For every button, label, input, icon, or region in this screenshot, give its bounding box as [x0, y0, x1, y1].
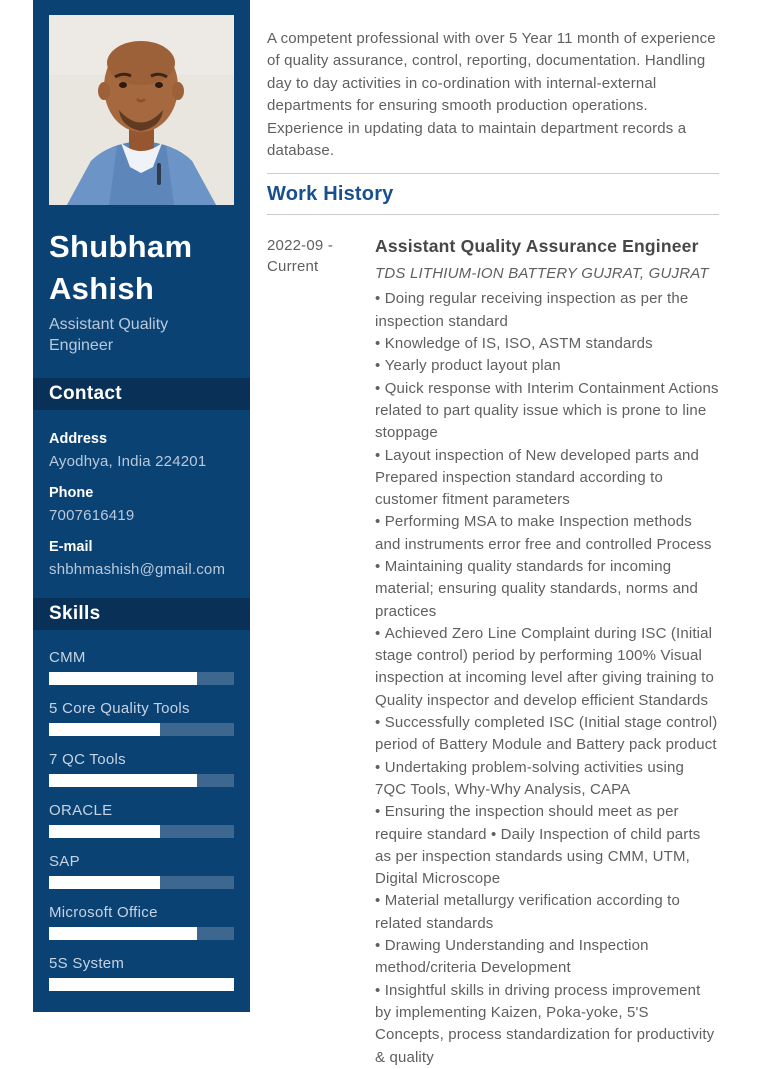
- job-bullet: • Insightful skills in driving process improvement by implementing Kaizen, Poka-yoke, 5'S Concepts, process standardization for productivity & quality: [375, 980, 719, 1069]
- skill-item-5-core-quality-tools: [49, 700, 234, 736]
- skill-bar-fill: [49, 876, 160, 889]
- job-title: Assistant Quality Assurance Engineer: [375, 236, 699, 257]
- skill-item-sap: [49, 853, 234, 889]
- company-name: TDS LITHIUM-ION BATTERY GUJRAT, GUJRAT: [375, 265, 709, 283]
- contact-label: Phone: [49, 485, 94, 501]
- skill-bar-track: [49, 825, 234, 838]
- sidebar: [33, 0, 250, 1012]
- divider: [267, 214, 719, 215]
- contact-label: E-mail: [49, 539, 93, 555]
- skill-bar-fill: [49, 723, 160, 736]
- job-bullet: • Knowledge of IS, ISO, ASTM standards: [375, 333, 719, 355]
- skill-bar-fill: [49, 978, 234, 991]
- skills-list: [49, 649, 234, 1006]
- skill-bar-track: [49, 774, 234, 787]
- skill-label: ORACLE: [49, 802, 113, 819]
- job-bullet: • Yearly product layout plan: [375, 355, 719, 377]
- skill-label: 7 QC Tools: [49, 751, 126, 768]
- skill-bar-track: [49, 978, 234, 991]
- contact-item-email: [49, 538, 234, 579]
- contact-list: [49, 430, 234, 592]
- job-bullet: • Material metallurgy verification according to related standards: [375, 890, 719, 935]
- skill-label: Microsoft Office: [49, 904, 158, 921]
- contact-section-heading: Contact: [33, 378, 250, 410]
- job-bullet: • Maintaining quality standards for incoming material; ensuring quality standards, norms and practices: [375, 556, 719, 623]
- contact-label: Address: [49, 431, 108, 447]
- job-bullet: • Performing MSA to make Inspection methods and instruments error free and controlled Process: [375, 511, 719, 556]
- job-bullet: • Doing regular receiving inspection as per the inspection standard: [375, 288, 719, 333]
- person-name: [49, 226, 192, 310]
- skill-item-cmm: [49, 649, 234, 685]
- contact-value-email: shbhmashish@gmail.com: [49, 561, 226, 578]
- skill-bar-fill: [49, 672, 197, 685]
- contact-item-address: [49, 430, 234, 471]
- skill-bar-fill: [49, 825, 160, 838]
- work-history-entry: [267, 235, 719, 1068]
- job-bullet: • Ensuring the inspection should meet as per require standard • Daily Inspection of child parts as per inspection standards using CMM, UTM, Digital Microscope: [375, 801, 719, 890]
- skill-item-microsoft-office: [49, 904, 234, 940]
- professional-summary: A competent professional with over 5 Year 11 month of experience of quality assurance, control, reporting, documentation. Handling day to day activities in co-ordination with internal-external departments for ensuring smooth production operations. Experience in updating data to maintain department records a database.: [267, 30, 716, 160]
- contact-item-phone: [49, 484, 234, 525]
- contact-value-address: Ayodhya, India 224201: [49, 453, 207, 470]
- work-history-heading: Work History: [267, 183, 394, 206]
- skill-bar-track: [49, 672, 234, 685]
- skill-bar-fill: [49, 774, 197, 787]
- person-role: Assistant Quality Engineer: [49, 316, 169, 354]
- entry-date-end: Current: [267, 258, 319, 276]
- skill-label: 5S System: [49, 955, 125, 972]
- main-content: [267, 28, 719, 1069]
- job-bullet: • Achieved Zero Line Complaint during ISC (Initial stage control) period by performing 100% Visual inspection at incoming level after giving training to Quality inspector and develop efficient Standards: [375, 623, 719, 712]
- skill-label: CMM: [49, 649, 86, 666]
- entry-date-start: 2022-09 -: [267, 237, 334, 255]
- job-bullet: • Successfully completed ISC (Initial stage control) period of Battery Module and Battery pack product: [375, 712, 719, 757]
- skill-item-7-qc-tools: [49, 751, 234, 787]
- skill-bar-track: [49, 723, 234, 736]
- skill-bar-track: [49, 927, 234, 940]
- skill-bar-track: [49, 876, 234, 889]
- job-bullet: • Drawing Understanding and Inspection method/criteria Development: [375, 935, 719, 980]
- person-name-line1: Shubham: [49, 229, 193, 264]
- skill-label: 5 Core Quality Tools: [49, 700, 190, 717]
- entry-body: [375, 235, 719, 1068]
- skills-section-heading: Skills: [33, 598, 250, 630]
- profile-photo-illustration: [49, 15, 234, 205]
- skill-bar-fill: [49, 927, 197, 940]
- job-bullet: • Layout inspection of New developed parts and Prepared inspection standard according to customer fitment parameters: [375, 445, 719, 512]
- skill-item-oracle: [49, 802, 234, 838]
- job-bullet: • Quick response with Interim Containment Actions related to part quality issue which is prone to line stoppage: [375, 378, 719, 445]
- entry-date-range: [267, 235, 375, 1068]
- contact-value-phone: 7007616419: [49, 507, 135, 524]
- skill-label: SAP: [49, 853, 80, 870]
- profile-photo: [49, 15, 234, 205]
- job-bullet: • Undertaking problem-solving activities using 7QC Tools, Why-Why Analysis, CAPA: [375, 757, 719, 802]
- person-name-line2: Ashish: [49, 271, 155, 306]
- skill-item-5s-system: [49, 955, 234, 991]
